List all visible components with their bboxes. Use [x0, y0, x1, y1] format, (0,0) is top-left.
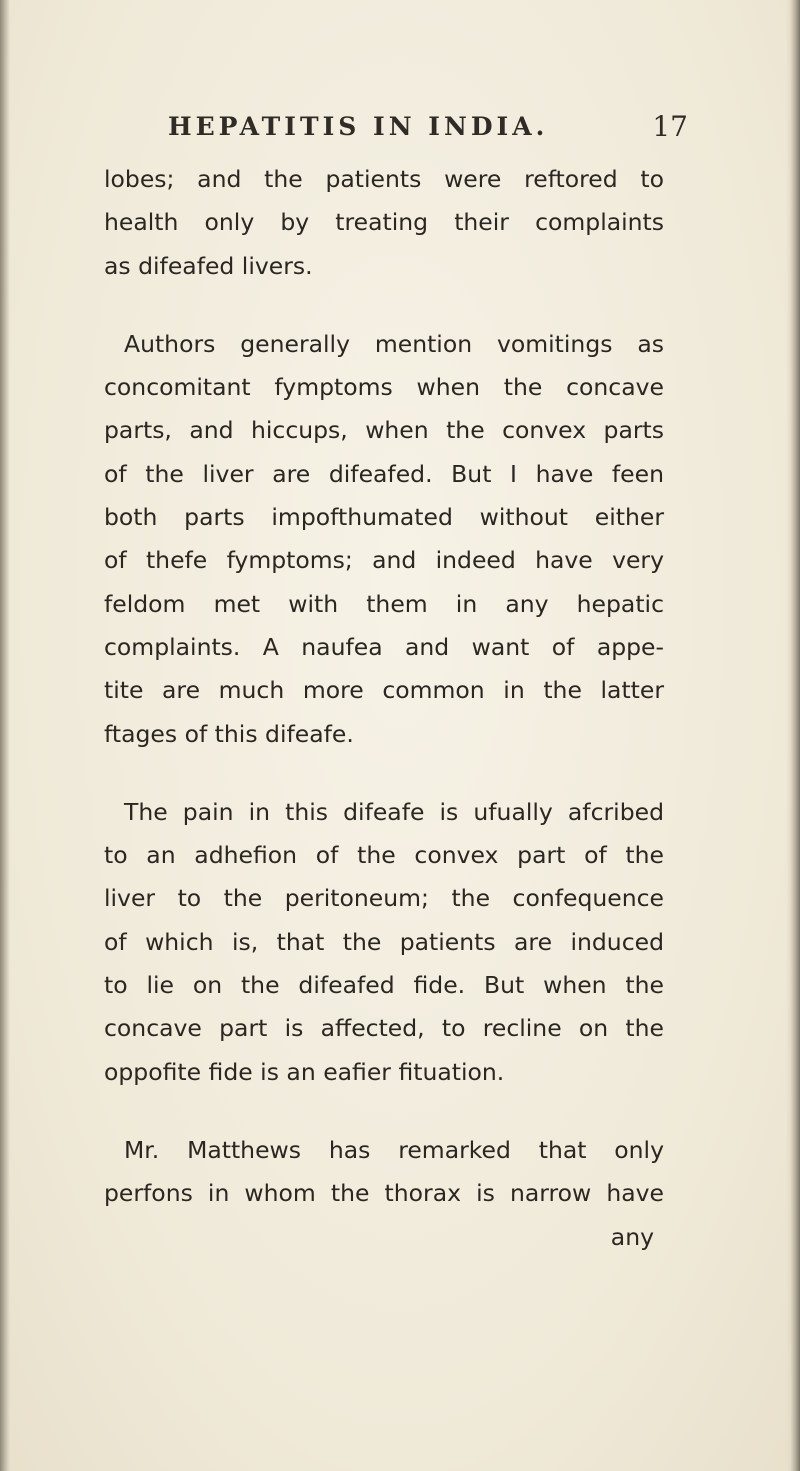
- text-line: of the liver are difeafed. But I have feen: [104, 459, 664, 488]
- text-line: The pain in this difeafe is ufually afcribed: [124, 797, 664, 826]
- paragraph-3: [104, 791, 664, 1094]
- text-line: as difeafed livers.: [104, 251, 313, 280]
- paragraph-1: [104, 158, 664, 288]
- paragraph-4: [104, 1129, 664, 1216]
- body-text: [104, 158, 664, 1259]
- text-line: parts, and hiccups, when the convex parts: [104, 416, 664, 445]
- paragraph-2: [104, 323, 664, 756]
- page-edge: [786, 0, 800, 1471]
- running-head: HEPATITIS IN INDIA.: [168, 112, 549, 141]
- text-line: perfons in whom the thorax is narrow have: [104, 1179, 664, 1208]
- text-line: Authors generally mention vomitings as: [124, 329, 664, 358]
- catchword: any: [610, 1222, 654, 1251]
- text-line: concave part is affected, to recline on the: [104, 1014, 664, 1043]
- text-line: Mr. Matthews has remarked that only: [124, 1135, 664, 1164]
- page-number: 17: [652, 110, 688, 143]
- text-line: to an adhefion of the convex part of the: [104, 841, 664, 870]
- binding-gutter: [0, 0, 10, 1471]
- text-line: tite are much more common in the latter: [104, 676, 664, 705]
- text-line: health only by treating their complaints: [104, 208, 664, 237]
- text-line: oppofite fide is an eafier fituation.: [104, 1057, 505, 1086]
- text-line: liver to the peritoneum; the confequence: [104, 884, 664, 913]
- text-line: of which is, that the patients are induced: [104, 927, 664, 956]
- page-header: [168, 112, 688, 152]
- text-line: of thefe fymptoms; and indeed have very: [104, 546, 664, 575]
- text-line: ftages of this difeafe.: [104, 719, 354, 748]
- text-line: concomitant fymptoms when the concave: [104, 373, 664, 402]
- text-line: complaints. A naufea and want of appe-: [104, 632, 664, 661]
- text-line: both parts impofthumated without either: [104, 503, 664, 532]
- text-line: lobes; and the patients were reftored to: [104, 165, 664, 193]
- text-line: feldom met with them in any hepatic: [104, 589, 664, 618]
- text-line: to lie on the difeafed fide. But when the: [104, 971, 664, 1000]
